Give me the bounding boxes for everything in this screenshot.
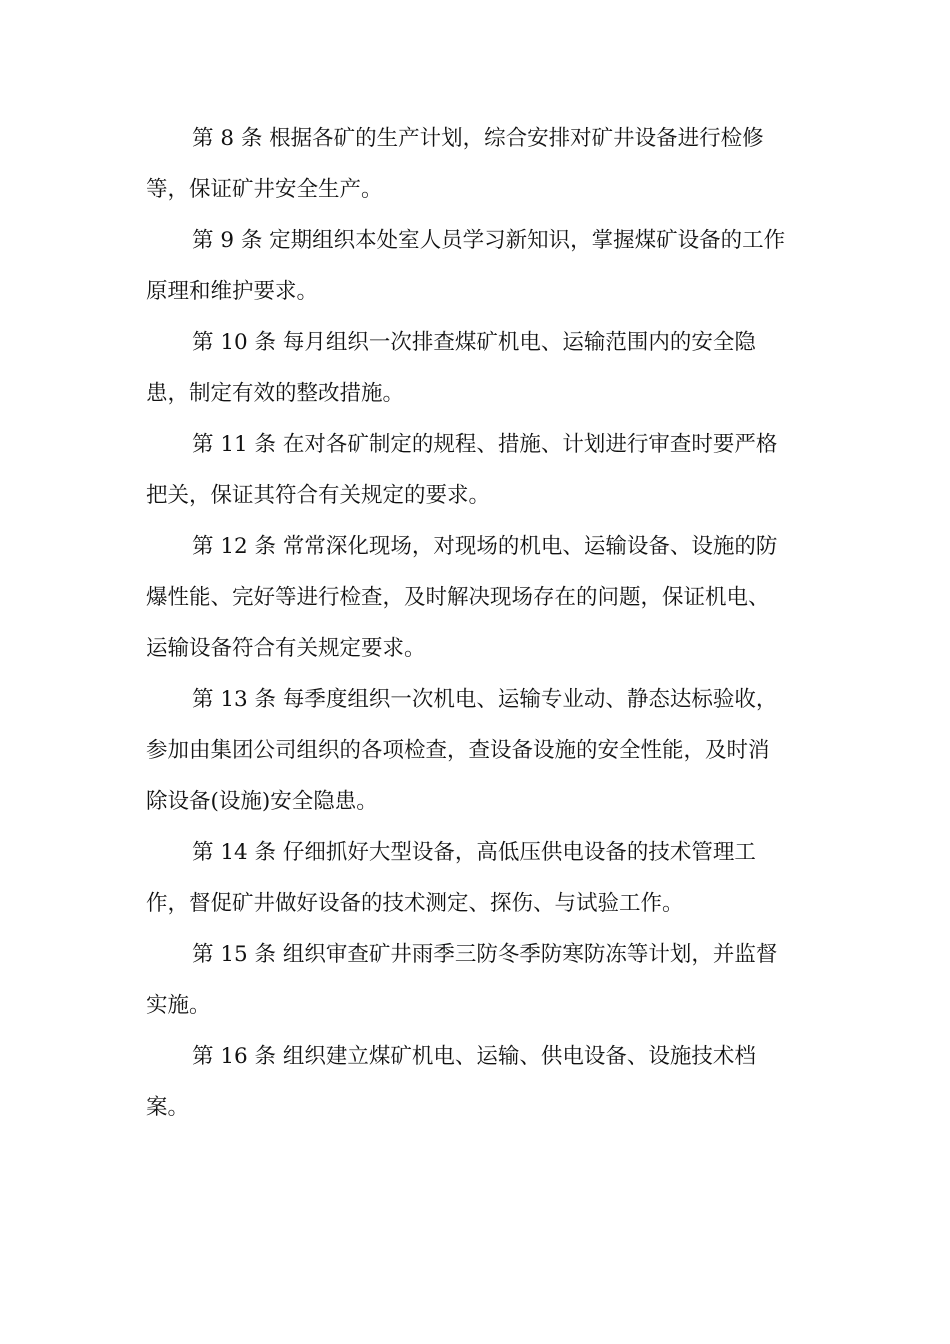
article-16-line-1: 第 16 条 组织建立煤矿机电、运输、供电设备、设施技术档 [192,1044,756,1069]
article-12-line-1: 第 12 条 常常深化现场，对现场的机电、运输设备、设施的防 [192,534,778,559]
article-9-line-1: 第 9 条 定期组织本处室人员学习新知识，掌握煤矿设备的工作 [192,228,786,253]
article-11-line-2: 把关，保证其符合有关规定的要求。 [146,483,491,508]
article-13-line-3: 除设备(设施)安全隐患。 [146,789,378,814]
article-14-line-1: 第 14 条 仔细抓好大型设备，高低压供电设备的技术管理工 [192,840,756,865]
article-16-line-2: 案。 [146,1095,190,1120]
article-13-line-1: 第 13 条 每季度组织一次机电、运输专业动、静态达标验收， [192,687,778,712]
article-9-line-2: 原理和维护要求。 [146,279,319,304]
article-15-line-2: 实施。 [146,993,211,1018]
article-14-line-2: 作，督促矿井做好设备的技术测定、探伤、与试验工作。 [146,891,684,916]
document-body [146,113,806,1133]
article-8-line-2: 等，保证矿井安全生产。 [146,177,383,202]
article-8-line-1: 第 8 条 根据各矿的生产计划，综合安排对矿井设备进行检修 [192,126,764,151]
article-13-line-2: 参加由集团公司组织的各项检查，查设备设施的安全性能，及时消 [146,738,770,763]
article-12-line-3: 运输设备符合有关规定要求。 [146,636,426,661]
article-10-line-2: 患，制定有效的整改措施。 [146,381,405,406]
article-10-line-1: 第 10 条 每月组织一次排查煤矿机电、运输范围内的安全隐 [192,330,756,355]
article-12-line-2: 爆性能、完好等进行检查，及时解决现场存在的问题，保证机电、 [146,585,770,610]
article-11-line-1: 第 11 条 在对各矿制定的规程、措施、计划进行审查时要严格 [192,432,778,457]
article-15-line-1: 第 15 条 组织审查矿井雨季三防冬季防寒防冻等计划，并监督 [192,942,778,967]
